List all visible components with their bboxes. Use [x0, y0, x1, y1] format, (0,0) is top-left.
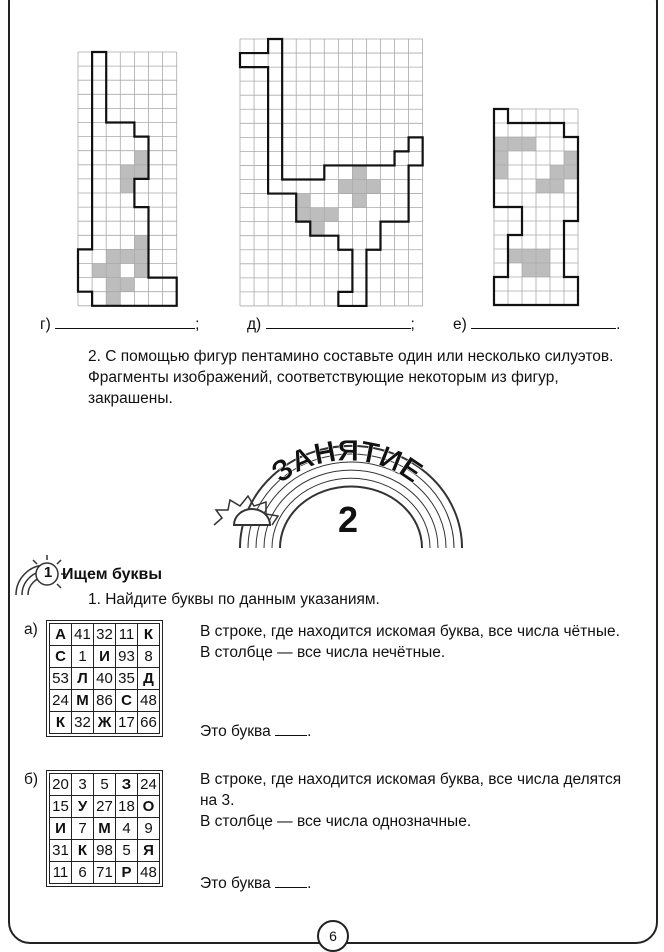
- shaded-cell: [120, 179, 134, 193]
- grid-row: [50, 668, 160, 690]
- shaded-cell: [522, 263, 536, 277]
- grid-cell: 32: [72, 712, 94, 734]
- shaded-cell: [134, 249, 148, 263]
- grid-cell: О: [138, 796, 160, 818]
- grid-cell: 48: [138, 862, 160, 884]
- shaded-cell: [106, 264, 120, 278]
- grid-row: [50, 818, 160, 840]
- grid-cell: 17: [116, 712, 138, 734]
- lesson-number: 2: [337, 499, 359, 540]
- answer-blank[interactable]: [275, 721, 307, 736]
- figure-d: [240, 39, 423, 306]
- grid-cell: 11: [50, 862, 72, 884]
- grid-cell: 71: [94, 862, 116, 884]
- shaded-cell: [352, 165, 366, 179]
- grid-cell: 35: [116, 668, 138, 690]
- grid-cell: С: [116, 690, 138, 712]
- grid-cell: 41: [72, 624, 94, 646]
- shaded-cell: [324, 208, 338, 222]
- silhouette-outline: [240, 39, 423, 306]
- answer-blank[interactable]: [275, 873, 307, 888]
- shaded-cell: [508, 137, 522, 151]
- grid-row: [50, 862, 160, 884]
- shaded-cell: [310, 222, 324, 236]
- shaded-cell: [134, 264, 148, 278]
- grid-cell: 8: [138, 646, 160, 668]
- figure-e: [494, 109, 578, 305]
- grid-cell: У: [72, 796, 94, 818]
- grid-cell: Р: [116, 862, 138, 884]
- answer-blank[interactable]: [471, 314, 616, 329]
- answer-blank[interactable]: [266, 314, 411, 329]
- shaded-cell: [550, 179, 564, 193]
- grid-cell: 31: [50, 840, 72, 862]
- grid-cell: 40: [94, 668, 116, 690]
- answer-blank[interactable]: [55, 314, 195, 329]
- column-rule: В столбце — все числа нечётные.: [200, 644, 446, 661]
- grid-cell: 7: [72, 818, 94, 840]
- grid-cell: 24: [138, 774, 160, 796]
- grid-cell: 6: [72, 862, 94, 884]
- grid-cell: И: [50, 818, 72, 840]
- puzzle-label: б): [24, 771, 39, 788]
- shaded-cell: [494, 137, 508, 151]
- grid-cell: 27: [94, 796, 116, 818]
- punct: ;: [195, 316, 200, 333]
- shaded-cell: [134, 165, 148, 179]
- grid-cell: 3: [72, 774, 94, 796]
- puzzle-label: а): [24, 621, 38, 638]
- puzzle-a-rules: [200, 621, 642, 663]
- figure-label: е): [453, 316, 467, 333]
- figure-answer-g: [40, 314, 199, 335]
- task-1-text: 1. Найдите буквы по данным указаниям.: [88, 591, 380, 608]
- grid-row: [50, 796, 160, 818]
- letter-grid-a: [49, 623, 160, 734]
- page-number: 6: [317, 920, 349, 952]
- shaded-cell: [522, 137, 536, 151]
- shaded-cell: [134, 235, 148, 249]
- shaded-cell: [564, 165, 578, 179]
- grid-cell: 32: [94, 624, 116, 646]
- shaded-cell: [352, 180, 366, 194]
- grid-cell: 15: [50, 796, 72, 818]
- grid-cell: З: [116, 774, 138, 796]
- puzzle-b-rules: [200, 769, 642, 832]
- shaded-cell: [536, 263, 550, 277]
- grid-cell: 5: [116, 840, 138, 862]
- figure-answer-d: [247, 314, 415, 335]
- task-2-text: 2. С помощью фигур пентамино составьте один или несколько силуэтов. Фрагменты изображений, соответствующие некоторым из фигур, закрашены.: [88, 348, 614, 407]
- grid-cell: Л: [72, 668, 94, 690]
- grid-row: [50, 840, 160, 862]
- pentomino-figures: [0, 0, 664, 320]
- grid-cell: И: [94, 646, 116, 668]
- lesson-title: ЗАНЯТИЕ: [265, 434, 429, 490]
- grid-cell: 20: [50, 774, 72, 796]
- shaded-cell: [134, 151, 148, 165]
- lesson-rainbow: [200, 430, 470, 550]
- shaded-cell: [296, 194, 310, 208]
- grid-cell: 24: [50, 690, 72, 712]
- grid-cell: 93: [116, 646, 138, 668]
- grid-cell: С: [50, 646, 72, 668]
- grid-row: [50, 690, 160, 712]
- figure-label: д): [247, 316, 262, 333]
- shaded-cell: [106, 292, 120, 306]
- shaded-cell: [508, 249, 522, 263]
- shaded-cell: [536, 249, 550, 263]
- shaded-cell: [310, 208, 324, 222]
- column-rule: В столбце — все числа однозначные.: [200, 813, 472, 830]
- punct: .: [616, 316, 621, 333]
- grid-row: [50, 712, 160, 734]
- grid-cell: Д: [138, 668, 160, 690]
- shaded-cell: [522, 249, 536, 263]
- grid-row: [50, 774, 160, 796]
- shaded-cell: [494, 165, 508, 179]
- grid-cell: Ж: [94, 712, 116, 734]
- section-number: 1: [43, 564, 53, 581]
- row-rule: В строке, где находится искомая буква, все числа делятся на 3.: [200, 771, 622, 809]
- grid-cell: Я: [138, 840, 160, 862]
- grid-cell: 9: [138, 818, 160, 840]
- grid-row: [50, 646, 160, 668]
- puzzle-a-answer: [200, 721, 311, 742]
- punct: ;: [410, 316, 415, 333]
- grid-cell: 66: [138, 712, 160, 734]
- section-title: Ищем буквы: [62, 566, 163, 583]
- shaded-cell: [536, 179, 550, 193]
- figure-g: [78, 52, 177, 306]
- shaded-cell: [550, 165, 564, 179]
- grid-cell: 4: [116, 818, 138, 840]
- grid-cell: М: [94, 818, 116, 840]
- grid-cell: 1: [72, 646, 94, 668]
- shaded-cell: [106, 249, 120, 263]
- puzzle-b-answer: [200, 873, 311, 894]
- figure-answer-e: [453, 314, 620, 335]
- grid-cell: 11: [116, 624, 138, 646]
- shaded-cell: [120, 278, 134, 292]
- shaded-cell: [338, 180, 352, 194]
- grid-row: [50, 624, 160, 646]
- shaded-cell: [106, 278, 120, 292]
- sun-icon: [214, 496, 278, 525]
- shaded-cell: [366, 180, 380, 194]
- grid-cell: К: [138, 624, 160, 646]
- grid-cell: К: [72, 840, 94, 862]
- figure-label: г): [40, 316, 51, 333]
- shaded-cell: [352, 194, 366, 208]
- row-rule: В строке, где находится искомая буква, все числа чётные.: [200, 623, 620, 640]
- punct: .: [307, 723, 312, 740]
- shaded-cell: [92, 264, 106, 278]
- shaded-cell: [564, 151, 578, 165]
- shaded-cell: [494, 151, 508, 165]
- shaded-cell: [120, 165, 134, 179]
- punct: .: [307, 875, 312, 892]
- grid-cell: 5: [94, 774, 116, 796]
- answer-prompt: Это буква: [200, 875, 271, 892]
- grid-cell: А: [50, 624, 72, 646]
- grid-cell: 86: [94, 690, 116, 712]
- grid-cell: М: [72, 690, 94, 712]
- grid-cell: 53: [50, 668, 72, 690]
- letter-grid-b: [49, 773, 160, 884]
- shaded-cell: [120, 249, 134, 263]
- grid-cell: 98: [94, 840, 116, 862]
- grid-cell: К: [50, 712, 72, 734]
- answer-prompt: Это буква: [200, 723, 271, 740]
- grid-cell: 48: [138, 690, 160, 712]
- grid-cell: 18: [116, 796, 138, 818]
- shaded-cell: [296, 208, 310, 222]
